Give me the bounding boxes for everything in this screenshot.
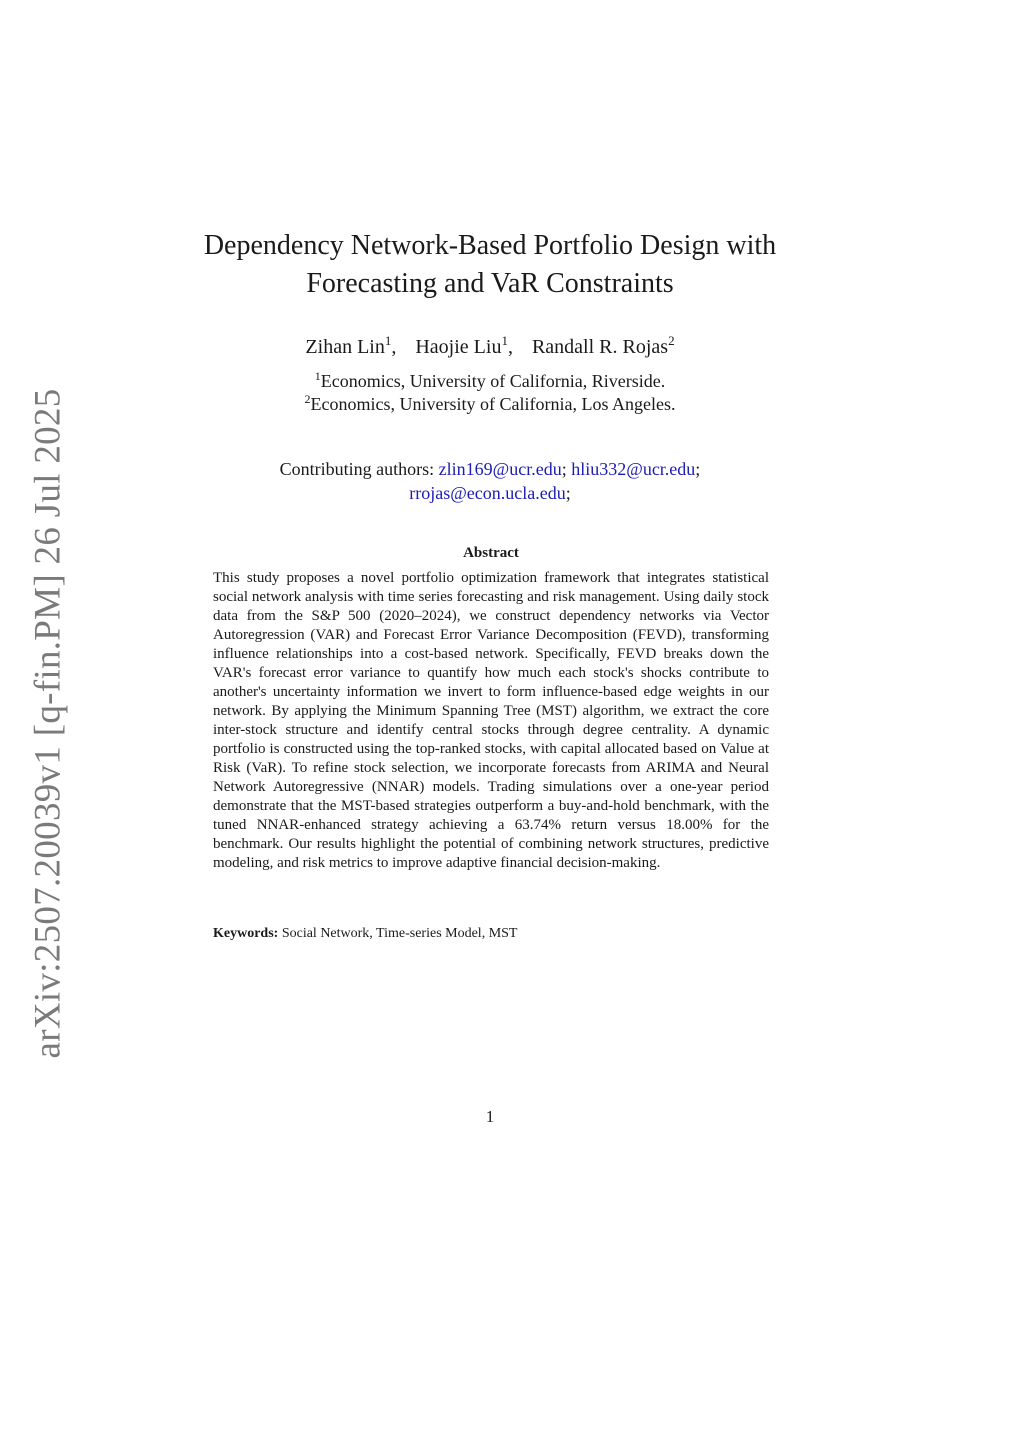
author-list — [180, 334, 800, 360]
paper-title — [180, 227, 800, 303]
affiliation-text: Economics, University of California, Los Angeles. — [310, 394, 676, 414]
page-number: 1 — [485, 1107, 495, 1126]
keywords-label: Keywords: — [213, 926, 279, 941]
email-link[interactable]: rrojas@econ.ucla.edu — [409, 483, 566, 503]
keywords-text: Social Network, Time-series Model, MST — [281, 926, 518, 941]
arxiv-id-text: arXiv:2507.20039v1 [q-fin.PM] 26 Jul 2025 — [27, 387, 69, 1059]
contributing-label: Contributing authors: — [279, 459, 435, 479]
affiliation-mark: 1 — [314, 369, 321, 383]
email-link[interactable]: hliu332@ucr.edu — [571, 459, 696, 479]
abstract-text: This study proposes a novel portfolio optimization framework that integrates statistical social network analysis with time series forecasting and risk management. Using daily stock data from the S&P 500 (2020–2024), we construct dependency networks via Vector Autoregression (VAR) and Forecast Error Variance Decomposition (FEVD), transforming influence relationships into a cost-based network. Specifically, FEVD breaks down the VAR's forecast error variance to quantify how much each stock's shocks contribute to another's uncertainty information we invert to form influence-based edge weights in our network. By applying the Minimum Spanning Tree (MST) algorithm, we extract the core inter-stock structure and identify central stocks through degree centrality. A dynamic portfolio is constructed using the top-ranked stocks, with capital allocated based on Value at Risk (VaR). To refine stock selection, we incorporate forecasts from ARIMA and Neural Network Autoregressive (NNAR) models. Trading simulations over a one-year period demonstrate that the MST-based strategies outperform a buy-and-hold benchmark, with the tuned NNAR-enhanced strategy achieving a 63.74% return versus 18.00% for the benchmark. Our results highlight the potential of combining network structures, predictive modeling, and risk metrics to improve adaptive financial decision-making. — [213, 570, 769, 871]
author-affiliation-mark: 1 — [384, 333, 392, 348]
email-separator: ; — [561, 459, 567, 479]
abstract-heading: Abstract — [463, 545, 519, 561]
author-separator: , — [507, 336, 513, 358]
affiliation-item — [180, 393, 800, 416]
affiliation-text: Economics, University of California, Riverside. — [320, 371, 666, 391]
email-link[interactable]: zlin169@ucr.edu — [438, 459, 562, 479]
author-name: Haojie Liu — [415, 336, 502, 358]
title-line-2: Forecasting and VaR Constraints — [306, 268, 674, 299]
arxiv-identifier-stamp — [20, 387, 76, 1059]
affiliation-item — [180, 370, 800, 393]
contributing-authors — [180, 457, 800, 505]
author-affiliation-mark: 2 — [668, 333, 675, 348]
affiliation-list — [180, 370, 800, 416]
email-separator: ; — [565, 483, 571, 503]
author-name: Randall R. Rojas — [531, 336, 669, 358]
author-separator: , — [391, 336, 397, 358]
email-separator: ; — [695, 459, 701, 479]
title-line-1: Dependency Network-Based Portfolio Design with — [203, 230, 777, 261]
keywords — [213, 925, 769, 943]
author-affiliation-mark: 1 — [501, 333, 508, 348]
author-name: Zihan Lin — [305, 336, 385, 358]
affiliation-mark: 2 — [304, 392, 311, 406]
